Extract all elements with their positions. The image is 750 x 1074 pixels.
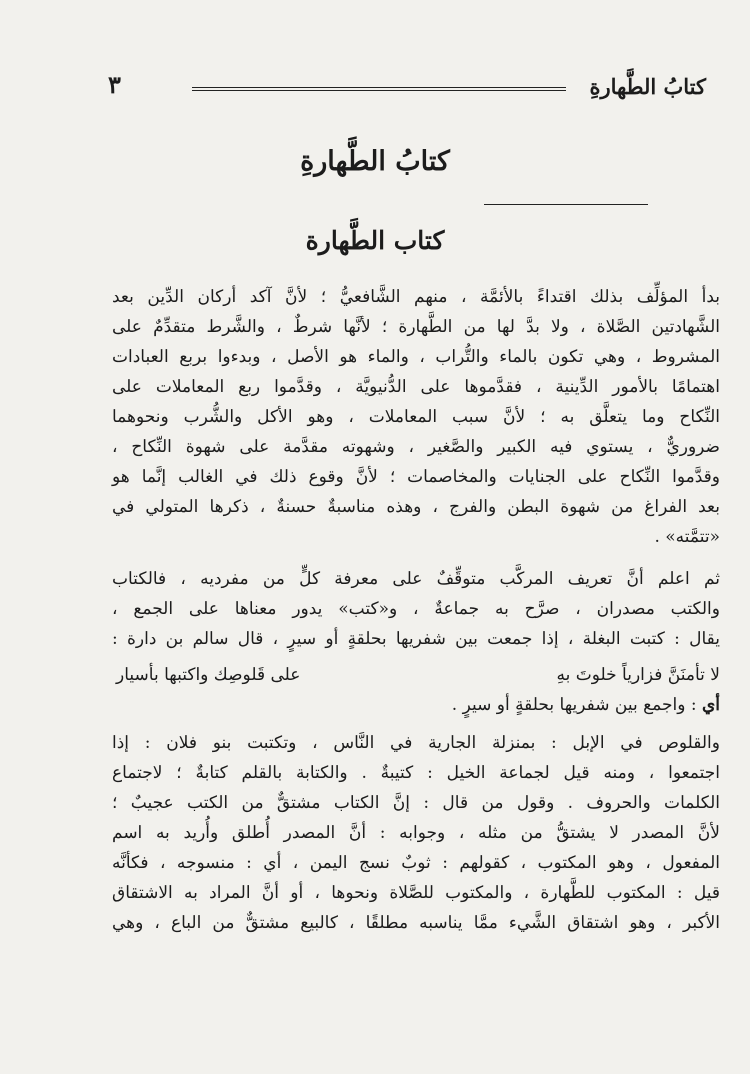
chapter-title: كتابُ الطَّهارةِ xyxy=(300,146,450,177)
text-line: بعد الفراغ من شهوة البطن والفرج ، وهذه مناسبةٌ حسنةٌ ، ذكرها المتولي في xyxy=(112,497,720,517)
gloss-label: أي xyxy=(701,695,720,715)
paragraph xyxy=(112,728,720,938)
running-head-rule xyxy=(192,87,566,91)
poem-verse xyxy=(112,660,720,690)
text-line: النِّكاح وما يتعلَّق به ؛ لأنَّ سبب المعاملات ، وهو الأكل والشُّرب ونحوهما xyxy=(112,407,720,427)
text-line: ثم اعلم أنَّ تعريف المركَّب متوقِّفٌ على معرفة كلٍّ من مفرديه ، فالكتاب xyxy=(112,569,720,589)
running-head-title: كتابُ الطَّهارةِ xyxy=(589,74,706,99)
page-number: ٣ xyxy=(108,70,121,99)
text-line: قيل : المكتوب للطَّهارة ، والمكتوب للصَّلاة ونحوها ، أو أنَّ المراد به الاشتقاق xyxy=(112,883,720,903)
text-line: اهتمامًا بالأمور الدِّينية ، فقدَّموها على الدُّنيويَّة ، وقدَّموا ربع المعاملات على xyxy=(112,377,720,397)
verse-second-hemistich: على قَلوصِك واكتبها بأسيار xyxy=(116,665,301,685)
text-line: ضروريٌّ ، يستوي فيه الكبير والصَّغير ، وشهوته مقدَّمة على شهوة النِّكاح ، xyxy=(112,437,720,457)
text-line: والكتب مصدران ، صرَّح به جماعةٌ ، و«كتب» يدور معناها على الجمع ، xyxy=(112,599,720,619)
text-line: المشروط ، وهي تكون بالماء والتُّراب ، والماء هو الأصل ، وبدءوا بربع العبادات xyxy=(112,347,720,367)
verse-gloss xyxy=(112,690,720,720)
paragraph xyxy=(112,564,720,654)
body-text xyxy=(112,282,720,938)
paragraph-gap xyxy=(112,552,720,564)
verse-first-hemistich: لا تأمنَنَّ فزارياً خلوتَ بهِ xyxy=(556,665,720,685)
text-line: وقدَّموا النِّكاح على الجنايات والمخاصمات ؛ لأنَّ وقوع ذلك في الغالب إنَّما هو xyxy=(112,467,720,487)
text-line: «تتمَّته» . xyxy=(654,527,720,547)
text-line: الأكبر ، وهو اشتقاق الشَّيء ممَّا يناسبه مطلقًا ، كالبيع مشتقٌّ من الباع ، وهي xyxy=(112,913,720,933)
text-line: الشَّهادتين الصَّلاة ، ولا بدَّ لها من الطَّهارة ؛ لأنَّها شرطٌ ، والشَّرط متقدِّمٌ على xyxy=(112,317,720,337)
text-line: المفعول ، وهو المكتوب ، كقولهم : ثوبٌ نسج اليمن ، أي : منسوجه ، فكأنَّه xyxy=(112,853,720,873)
text-line: الكلمات والحروف . وقول من قال : إنَّ الكتاب مشتقٌّ من الكتب عجيبٌ ؛ xyxy=(112,793,720,813)
title-rule xyxy=(484,204,648,205)
text-line: والقلوص في الإبل : بمنزلة الجارية في النَّاس ، وتكتبت بنو فلان : إذا xyxy=(112,733,720,753)
section-title: كتاب الطَّهارة xyxy=(305,226,445,255)
text-line: لأنَّ المصدر لا يشتقُّ من مثله ، وجوابه : أنَّ المصدر أُطلق وأُريد به اسم xyxy=(112,823,720,843)
paragraph xyxy=(112,282,720,552)
text-line: بدأ المؤلِّف بذلك اقتداءً بالأئمَّة ، منهم الشَّافعيُّ ؛ لأنَّ آكد أركان الدِّين بعد xyxy=(112,287,720,307)
text-line: يقال : كتبت البغلة ، إذا جمعت بين شفريها بحلقةٍ أو سيرٍ ، قال سالم بن دارة : xyxy=(112,629,720,649)
text-line: اجتمعوا ، ومنه قيل لجماعة الخيل : كتيبةٌ . والكتابة بالقلم كتابةٌ ؛ لاجتماع xyxy=(112,763,720,783)
running-head xyxy=(108,70,706,104)
gloss-text: : واجمع بين شفريها بحلقةٍ أو سيرٍ . xyxy=(451,695,697,715)
